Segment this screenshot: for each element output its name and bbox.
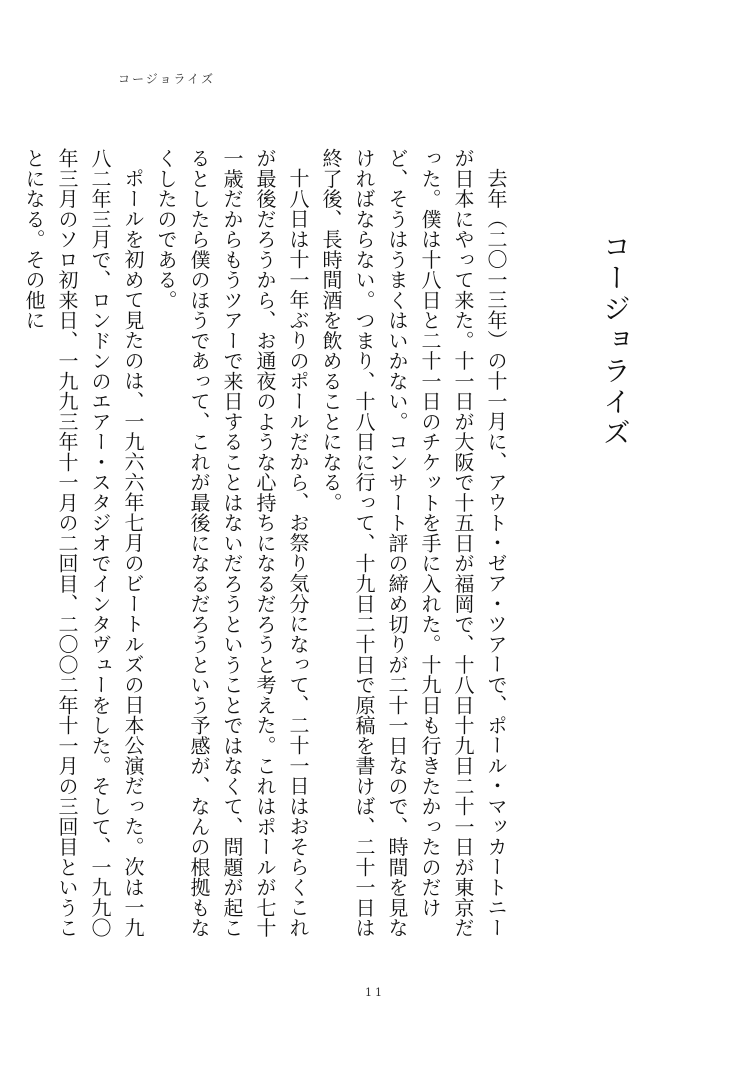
chapter-title: コージョライズ <box>599 232 632 449</box>
running-head: コージョライズ <box>118 72 216 86</box>
paragraph-1: 去年（二〇一三年）の十一月に、アウト・ゼア・ツアーで、ポール・マッカートニーが日本にやって来た。十一日が大阪で十五日が福岡で、十八日十九日二十一日が東京だった。僕は十八日と二十一日のチケットを手に入れた。十九日も行きたかったのだけど、そうはうまくはいかない。コンサート評の締め切りが二十一日なので、時間を見なければならない。つまり、十八日に行って、十九日二十日で原稿を書けば、二十一日は終了後、長時間酒を飲めることになる。 <box>319 148 508 938</box>
paragraph-2: 十八日は十一年ぶりのポールだから、お祭り気分になって、二十一日はおそらくこれが最後だろうから、お通夜のような心持ちになるだろうと考えた。これはポールが七十一歳だからもうツアーで来日することはないだろうということではなくて、問題が起こるとしたら僕のほうであって、これが最後になるだろうという予感が、なんの根拠もなくしたのである。 <box>154 148 310 938</box>
page-number: 11 <box>365 986 385 999</box>
body-text <box>22 148 512 938</box>
paragraph-3: ポールを初めて見たのは、一九六六年七月のビートルズの日本公演だった。次は一九八二年三月で、ロンドンのエアー・スタジオでインタヴューをした。そして、一九九〇年三月のソロ初来日、一九九三年十一月の二回目、二〇〇二年十一月の三回目ということになる。その他に <box>22 148 145 938</box>
